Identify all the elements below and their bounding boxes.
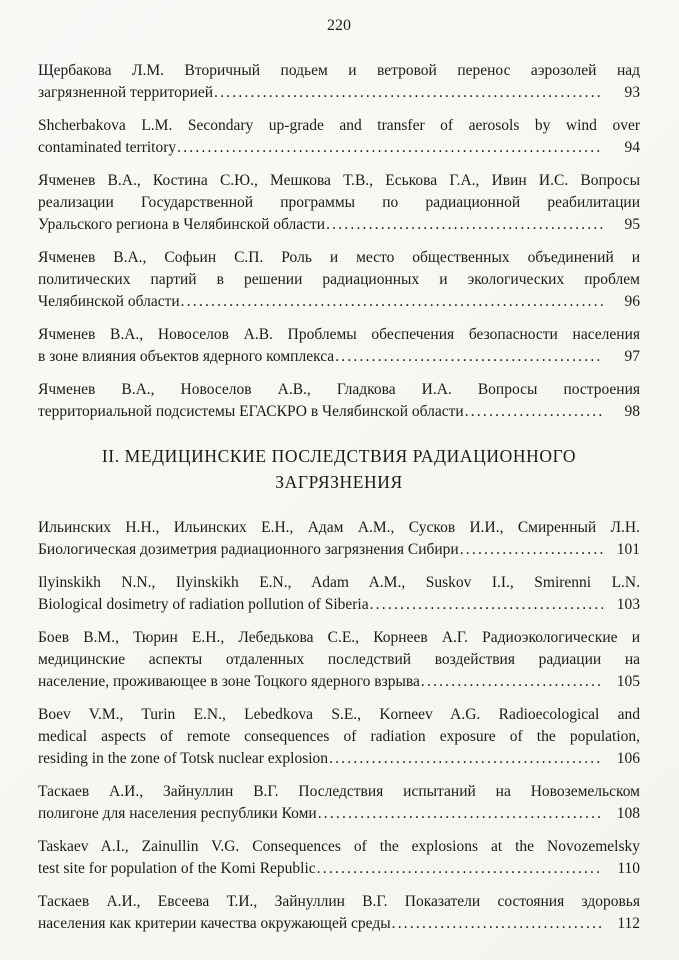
dot-leader bbox=[180, 291, 603, 313]
toc-entry bbox=[38, 572, 640, 616]
toc-entry-lastline bbox=[38, 858, 640, 880]
toc-entry-text: население, проживающее в зоне Тоцкого ядерного взрыва bbox=[38, 673, 420, 690]
toc-page-ref: 101 bbox=[616, 541, 640, 558]
dot-leader bbox=[420, 671, 603, 693]
toc-page-ref: 96 bbox=[624, 293, 640, 310]
dot-leader bbox=[316, 858, 603, 880]
toc-entry-line: Ячменев В.А., Костина С.Ю., Мешкова Т.В., Еськова Г.А., Ивин И.С. Вопросы bbox=[38, 172, 640, 189]
toc-entry bbox=[38, 60, 640, 104]
toc-entry-line: медицинские аспекты отдаленных последствий воздействия радиации на bbox=[38, 651, 640, 668]
toc-entry-lastline bbox=[38, 291, 640, 313]
toc-entry bbox=[38, 379, 640, 423]
toc-entry-lastline bbox=[38, 82, 640, 104]
toc-entry-lastline bbox=[38, 913, 640, 935]
toc-entry-lastline bbox=[38, 346, 640, 368]
dot-leader bbox=[334, 346, 603, 368]
toc-entry-line: Боев В.М., Тюрин Е.Н., Лебедькова С.Е., Корнеев А.Г. Радиоэкологические и bbox=[38, 629, 640, 646]
toc-entry bbox=[38, 781, 640, 825]
dot-leader bbox=[459, 539, 603, 561]
toc-entry-line: Ячменев В.А., Новоселов А.В. Проблемы обеспечения безопасности населения bbox=[38, 326, 640, 343]
toc-entry-line: реализации Государственной программы по радиационной реабилитации bbox=[38, 194, 640, 211]
toc-entry-lastline bbox=[38, 539, 640, 561]
toc-entry bbox=[38, 115, 640, 159]
section-heading bbox=[38, 443, 640, 495]
dot-leader bbox=[369, 594, 603, 616]
dot-leader bbox=[464, 401, 603, 423]
toc-entry bbox=[38, 247, 640, 313]
toc-entry-text: contaminated territory bbox=[38, 139, 177, 156]
toc-entry-text: Биологическая дозиметрия радиационного загрязнения Сибири bbox=[38, 541, 459, 558]
toc-entry-line: Ячменев В.А., Софьин С.П. Роль и место общественных объединений и bbox=[38, 249, 640, 266]
toc-entry-line: Таскаев А.И., Зайнуллин В.Г. Последствия испытаний на Новоземельском bbox=[38, 783, 640, 800]
toc-entry-lastline bbox=[38, 401, 640, 423]
toc-page-ref: 106 bbox=[616, 750, 640, 767]
toc-entry-lastline bbox=[38, 803, 640, 825]
toc-entry-lastline bbox=[38, 671, 640, 693]
toc-entry-line: Taskaev A.I., Zainullin V.G. Consequences of the explosions at the Novozemelsky bbox=[38, 838, 640, 855]
toc-entry-line: Ильинских Н.Н., Ильинских Е.Н., Адам А.М., Сусков И.И., Смиренный Л.Н. bbox=[38, 519, 640, 536]
toc-entry-text: residing in the zone of Totsk nuclear explosion bbox=[38, 750, 329, 767]
page-number: 220 bbox=[327, 17, 351, 34]
toc-entry bbox=[38, 627, 640, 693]
toc-entry-text: загрязненной территорией bbox=[38, 84, 214, 101]
toc-entry-text: Biological dosimetry of radiation pollution of Siberia bbox=[38, 596, 369, 613]
toc-entry-line: Shcherbakova L.M. Secondary up-grade and transfer of aerosols by wind over bbox=[38, 117, 640, 134]
toc-entry bbox=[38, 324, 640, 368]
toc-page-ref: 94 bbox=[624, 139, 640, 156]
toc-entry-lastline bbox=[38, 748, 640, 770]
toc-entry-line: политических партий в решении радиационных и экологических проблем bbox=[38, 271, 640, 288]
toc-entry-text: Уральского региона в Челябинской области bbox=[38, 216, 326, 233]
toc-entry-lastline bbox=[38, 214, 640, 236]
dot-leader bbox=[317, 803, 603, 825]
toc-entry-text: населения как критерии качества окружающей среды bbox=[38, 915, 391, 932]
toc-entry-line: Ячменев В.А., Новоселов А.В., Гладкова И.А. Вопросы построения bbox=[38, 381, 640, 398]
toc-entry-line: Boev V.M., Turin E.N., Lebedkova S.E., Korneev A.G. Radioecological and bbox=[38, 706, 640, 723]
toc-page-ref: 95 bbox=[624, 216, 640, 233]
toc-page-ref: 93 bbox=[624, 84, 640, 101]
dot-leader bbox=[328, 748, 603, 770]
section-heading-line: II. МЕДИЦИНСКИЕ ПОСЛЕДСТВИЯ РАДИАЦИОННОГО bbox=[101, 446, 577, 466]
toc-page-ref: 108 bbox=[616, 805, 640, 822]
toc-entry-line: medical aspects of remote consequences of radiation exposure of the population, bbox=[38, 728, 640, 745]
toc-page-ref: 98 bbox=[624, 403, 640, 420]
dot-leader bbox=[325, 214, 603, 236]
dot-leader bbox=[176, 137, 603, 159]
toc-page-ref: 97 bbox=[624, 348, 640, 365]
section-heading-line: ЗАГРЯЗНЕНИЯ bbox=[275, 472, 403, 492]
toc-page-ref: 103 bbox=[616, 596, 640, 613]
dot-leader bbox=[213, 82, 603, 104]
toc-page-ref: 110 bbox=[617, 860, 640, 877]
toc-entry-text: в зоне влияния объектов ядерного комплекса bbox=[38, 348, 335, 365]
toc-entry-line: Щербакова Л.М. Вторичный подьем и ветровой перенос аэрозолей над bbox=[38, 62, 640, 79]
toc-entry bbox=[38, 836, 640, 880]
toc-entry-text: территориальной подсистемы ЕГАСКРО в Челябинской области bbox=[38, 403, 464, 420]
toc-page-ref: 112 bbox=[617, 915, 640, 932]
toc-entry-text: Челябинской области bbox=[38, 293, 180, 310]
toc-entry-lastline bbox=[38, 137, 640, 159]
toc-entry-lastline bbox=[38, 594, 640, 616]
toc-entry-text: test site for population of the Komi Republic bbox=[38, 860, 316, 877]
toc-entry bbox=[38, 170, 640, 236]
toc-entry-line: Ilyinskikh N.N., Ilyinskikh E.N., Adam A.M., Suskov I.I., Smirenni L.N. bbox=[38, 574, 640, 591]
toc-entry bbox=[38, 891, 640, 935]
toc-entry-line: Таскаев А.И., Евсеева Т.И., Зайнуллин В.Г. Показатели состояния здоровья bbox=[38, 893, 640, 910]
toc-page-ref: 105 bbox=[616, 673, 640, 690]
toc-entry-text: полигоне для населения республики Коми bbox=[38, 805, 317, 822]
toc-entry bbox=[38, 517, 640, 561]
dot-leader bbox=[391, 913, 603, 935]
toc-entry bbox=[38, 704, 640, 770]
